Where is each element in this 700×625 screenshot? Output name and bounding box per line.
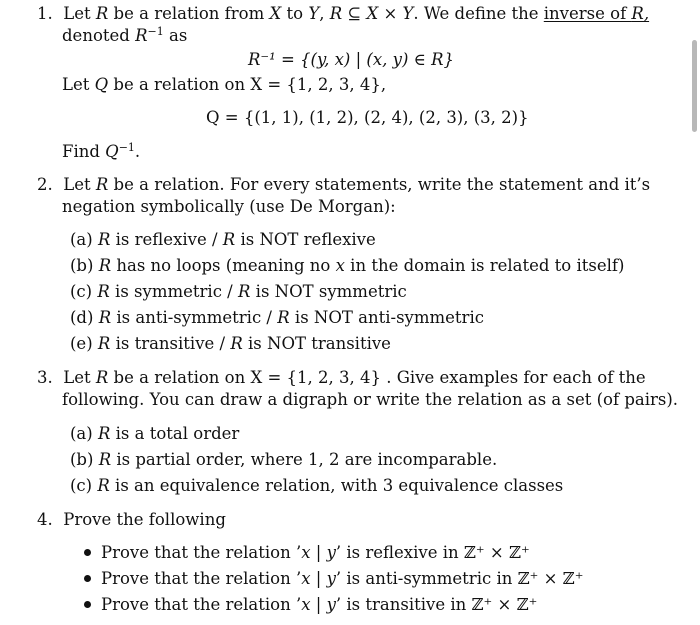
inverse-of-r-term: inverse of R,: [543, 4, 650, 23]
problem-4-bullet-1: Prove that the relation ’x | y’ is reflexive in ℤ⁺ × ℤ⁺: [101, 543, 530, 562]
problem-3-line-2: following. You can draw a digraph or write the relation as a set (of pairs).: [62, 390, 679, 409]
problem-1-line-1: 1. Let R be a relation from X to Y, R ⊆ X × Y. We define the inverse of R,: [37, 4, 650, 23]
problem-2-line-2: negation symbolically (use De Morgan):: [62, 197, 396, 216]
bullet-icon: [84, 575, 91, 582]
problem-4-number: 4.: [37, 510, 53, 529]
bullet-icon: [84, 601, 91, 608]
problem-3-number: 3.: [37, 368, 53, 387]
problem-2-item-b: (b) R has no loops (meaning no x in the domain is related to itself): [70, 256, 625, 275]
problem-3-item-b: (b) R is partial order, where 1, 2 are incomparable.: [70, 450, 498, 469]
problem-4-line-1: 4. Prove the following: [37, 510, 226, 529]
problem-2-number: 2.: [37, 175, 53, 194]
problem-4-bullet-3: Prove that the relation ’x | y’ is transitive in ℤ⁺ × ℤ⁺: [101, 595, 538, 614]
problem-1-find: Find $Q^{-1}$.: [62, 141, 141, 161]
problem-1-number: 1.: [37, 4, 53, 23]
q-relation-formula: Q = {(1, 1), (1, 2), (2, 4), (2, 3), (3, 2)}: [206, 108, 529, 127]
problem-1-line-2: denoted $R^{-1}$ as: [62, 25, 188, 45]
bullet-icon: [84, 549, 91, 556]
problem-2-item-e: (e) R is transitive / R is NOT transitive: [70, 334, 391, 353]
problem-3-line-1: 3. Let R be a relation on X = {1, 2, 3, 4} . Give examples for each of the: [37, 368, 646, 387]
problem-2-item-c: (c) R is symmetric / R is NOT symmetric: [70, 282, 407, 301]
problem-4-bullet-2: Prove that the relation ’x | y’ is anti-symmetric in ℤ⁺ × ℤ⁺: [101, 569, 584, 588]
inverse-formula: R⁻¹ = {(y, x) | (x, y) ∈ R}: [248, 50, 455, 69]
problem-3-item-a: (a) R is a total order: [70, 424, 240, 443]
problem-2-line-1: 2. Let R be a relation. For every statements, write the statement and it’s: [37, 175, 651, 194]
problem-1-line-3: Let Q be a relation on X = {1, 2, 3, 4},: [62, 75, 387, 94]
problem-3-item-c: (c) R is an equivalence relation, with 3 equivalence classes: [70, 476, 564, 495]
vertical-scrollbar[interactable]: [692, 40, 697, 132]
problem-2-item-d: (d) R is anti-symmetric / R is NOT anti-symmetric: [70, 308, 484, 327]
problem-2-item-a: (a) R is reflexive / R is NOT reflexive: [70, 230, 376, 249]
